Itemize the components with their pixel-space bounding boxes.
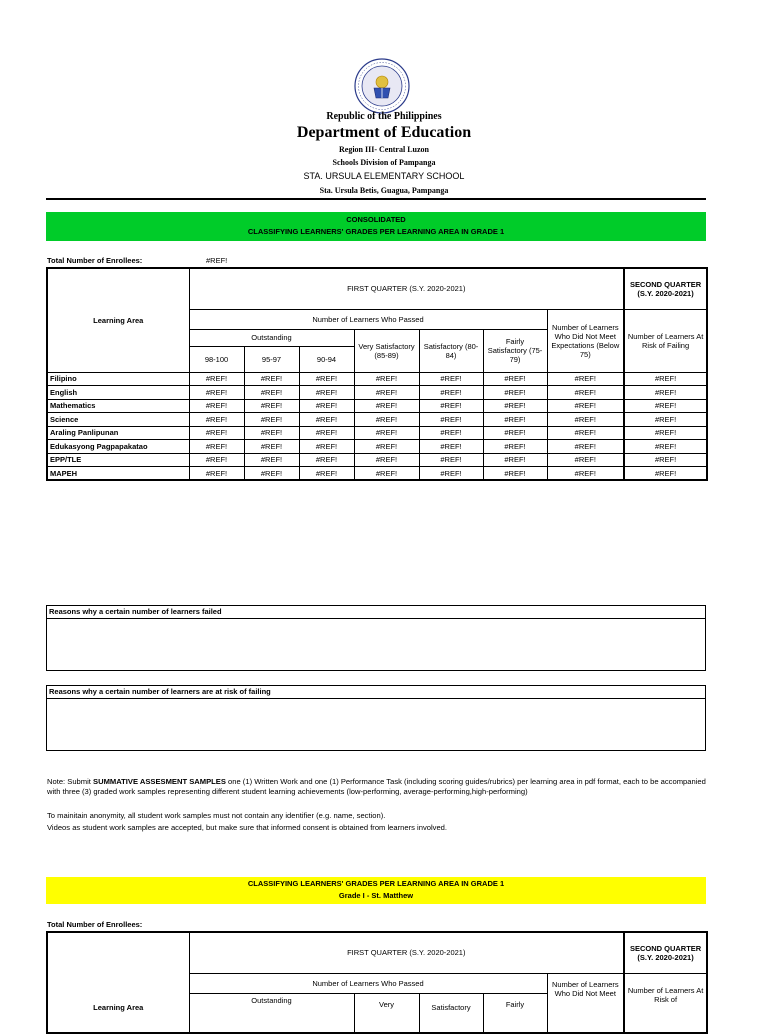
value-cell: #REF! (547, 440, 624, 454)
value-cell: #REF! (244, 413, 299, 427)
value-cell: #REF! (483, 467, 547, 481)
value-cell: #REF! (244, 440, 299, 454)
note-bold: SUMMATIVE ASSESMENT SAMPLES (93, 777, 226, 786)
table-row (47, 399, 707, 413)
reasons-failed-label: Reasons why a certain number of learners failed (47, 606, 705, 619)
value-cell: #REF! (419, 372, 483, 386)
section-not-meet-header: Number of Learners Who Did Not Meet (547, 973, 624, 1033)
section-first-quarter-header: FIRST QUARTER (S.Y. 2020-2021) (189, 932, 624, 973)
value-cell: #REF! (244, 426, 299, 440)
table-row (47, 372, 707, 386)
value-cell: #REF! (189, 440, 244, 454)
value-cell: #REF! (189, 372, 244, 386)
value-cell: #REF! (483, 386, 547, 400)
learning-area-cell: Science (47, 413, 189, 427)
value-cell: #REF! (419, 413, 483, 427)
section-enrollees-label: Total Number of Enrollees: (47, 920, 143, 929)
range-98-100: 98-100 (189, 346, 244, 372)
range-95-97: 95-97 (244, 346, 299, 372)
table-row (47, 467, 707, 481)
value-cell: #REF! (483, 413, 547, 427)
value-cell: #REF! (547, 386, 624, 400)
value-cell: #REF! (244, 386, 299, 400)
section-banner (46, 877, 706, 904)
reasons-at-risk-label: Reasons why a certain number of learners are at risk of failing (47, 686, 705, 699)
very-satisfactory-header: Very Satisfactory (85-89) (354, 329, 419, 372)
value-cell: #REF! (299, 399, 354, 413)
section-very-header: Very (354, 993, 419, 1033)
value-cell: #REF! (354, 453, 419, 467)
consolidated-subtitle: CLASSIFYING LEARNERS' GRADES PER LEARNING AREA IN GRADE 1 (247, 227, 505, 236)
value-cell: #REF! (624, 413, 707, 427)
passed-header: Number of Learners Who Passed (189, 309, 547, 329)
learning-area-cell: EPP/TLE (47, 453, 189, 467)
enrollees-value: #REF! (206, 256, 228, 265)
section-passed-header: Number of Learners Who Passed (189, 973, 547, 993)
note-summative (47, 777, 709, 797)
table-row (47, 426, 707, 440)
satisfactory-header: Satisfactory (80-84) (419, 329, 483, 372)
value-cell: #REF! (354, 467, 419, 481)
value-cell: #REF! (299, 386, 354, 400)
header-divider (46, 198, 706, 200)
not-meet-header: Number of Learners Who Did Not Meet Expectations (Below 75) (547, 309, 624, 372)
grades-table (46, 267, 708, 481)
value-cell: #REF! (419, 453, 483, 467)
enrollees-label: Total Number of Enrollees: (47, 256, 143, 265)
value-cell: #REF! (354, 440, 419, 454)
value-cell: #REF! (624, 440, 707, 454)
value-cell: #REF! (299, 426, 354, 440)
deped-seal-icon (354, 58, 410, 114)
department-title: Department of Education (296, 124, 472, 141)
value-cell: #REF! (354, 426, 419, 440)
value-cell: #REF! (299, 440, 354, 454)
value-cell: #REF! (547, 372, 624, 386)
section-learning-area-header: Learning Area (47, 932, 189, 1033)
value-cell: #REF! (354, 386, 419, 400)
outstanding-header: Outstanding (189, 329, 354, 346)
value-cell: #REF! (244, 399, 299, 413)
value-cell: #REF! (624, 467, 707, 481)
section-outstanding-header: Outstanding (189, 993, 354, 1033)
value-cell: #REF! (189, 467, 244, 481)
value-cell: #REF! (299, 413, 354, 427)
region-line: Region III- Central Luzon (338, 145, 429, 154)
value-cell: #REF! (354, 372, 419, 386)
first-quarter-header: FIRST QUARTER (S.Y. 2020-2021) (189, 268, 624, 309)
table-row (47, 413, 707, 427)
note-suffix: one (1) Written Work and one (1) Performance Task (including scoring guides/rubrics) per learning area in pdf format, each to be accompanied with three (3) graded work samples representing different student learning achievements (low-performing, average-performing,high-performing) (47, 777, 706, 796)
value-cell: #REF! (299, 453, 354, 467)
value-cell: #REF! (547, 426, 624, 440)
value-cell: #REF! (483, 372, 547, 386)
section-fairly-header: Fairly (483, 993, 547, 1033)
value-cell: #REF! (354, 413, 419, 427)
range-90-94: 90-94 (299, 346, 354, 372)
value-cell: #REF! (189, 413, 244, 427)
learning-area-cell: Araling Panlipunan (47, 426, 189, 440)
republic-line: Republic of the Philippines (326, 111, 442, 122)
section-title: CLASSIFYING LEARNERS' GRADES PER LEARNING AREA IN GRADE 1 (247, 879, 505, 888)
value-cell: #REF! (419, 386, 483, 400)
learning-area-cell: English (47, 386, 189, 400)
value-cell: #REF! (419, 440, 483, 454)
value-cell: #REF! (244, 467, 299, 481)
consolidated-banner (46, 212, 706, 241)
value-cell: #REF! (189, 386, 244, 400)
value-cell: #REF! (624, 386, 707, 400)
table-row (47, 440, 707, 454)
value-cell: #REF! (244, 372, 299, 386)
reasons-at-risk-box[interactable] (46, 685, 706, 751)
value-cell: #REF! (299, 372, 354, 386)
value-cell: #REF! (483, 399, 547, 413)
reasons-failed-box[interactable] (46, 605, 706, 671)
section-grades-table (46, 931, 708, 1034)
learning-area-header: Learning Area (47, 268, 189, 372)
at-risk-header: Number of Learners At Risk of Failing (624, 309, 707, 372)
value-cell: #REF! (624, 426, 707, 440)
value-cell: #REF! (547, 453, 624, 467)
value-cell: #REF! (189, 399, 244, 413)
learning-area-cell: MAPEH (47, 467, 189, 481)
value-cell: #REF! (547, 413, 624, 427)
value-cell: #REF! (547, 467, 624, 481)
learning-area-cell: Mathematics (47, 399, 189, 413)
section-satisfactory-header: Satisfactory (419, 993, 483, 1033)
value-cell: #REF! (189, 426, 244, 440)
section-at-risk-header: Number of Learners At Risk of (624, 973, 707, 1033)
value-cell: #REF! (483, 440, 547, 454)
note-prefix: Note: Submit (47, 777, 94, 786)
learning-area-cell: Edukasyong Pagpapakatao (47, 440, 189, 454)
consolidated-title: CONSOLIDATED (346, 215, 406, 224)
value-cell: #REF! (624, 372, 707, 386)
value-cell: #REF! (244, 453, 299, 467)
note-anonymity: To mainitain anonymity, all student work samples must not contain any identifier (e.g. name, section). (47, 811, 386, 820)
school-address: Sta. Ursula Betis, Guagua, Pampanga (319, 186, 449, 195)
second-quarter-header: SECOND QUARTER (S.Y. 2020-2021) (624, 268, 707, 309)
value-cell: #REF! (299, 467, 354, 481)
table-row (47, 453, 707, 467)
section-subtitle: Grade I - St. Matthew (338, 891, 414, 900)
value-cell: #REF! (624, 453, 707, 467)
table-row (47, 386, 707, 400)
value-cell: #REF! (419, 426, 483, 440)
fairly-satisfactory-header: Fairly Satisfactory (75-79) (483, 329, 547, 372)
division-line: Schools Division of Pampanga (332, 158, 436, 167)
school-name: STA. URSULA ELEMENTARY SCHOOL (303, 171, 465, 181)
value-cell: #REF! (547, 399, 624, 413)
learning-area-cell: Filipino (47, 372, 189, 386)
value-cell: #REF! (419, 399, 483, 413)
value-cell: #REF! (419, 467, 483, 481)
value-cell: #REF! (483, 453, 547, 467)
section-second-quarter-header: SECOND QUARTER (S.Y. 2020-2021) (624, 932, 707, 973)
value-cell: #REF! (624, 399, 707, 413)
value-cell: #REF! (189, 453, 244, 467)
value-cell: #REF! (483, 426, 547, 440)
note-videos: Videos as student work samples are accepted, but make sure that informed consent is obtained from learners involved. (47, 823, 448, 832)
value-cell: #REF! (354, 399, 419, 413)
